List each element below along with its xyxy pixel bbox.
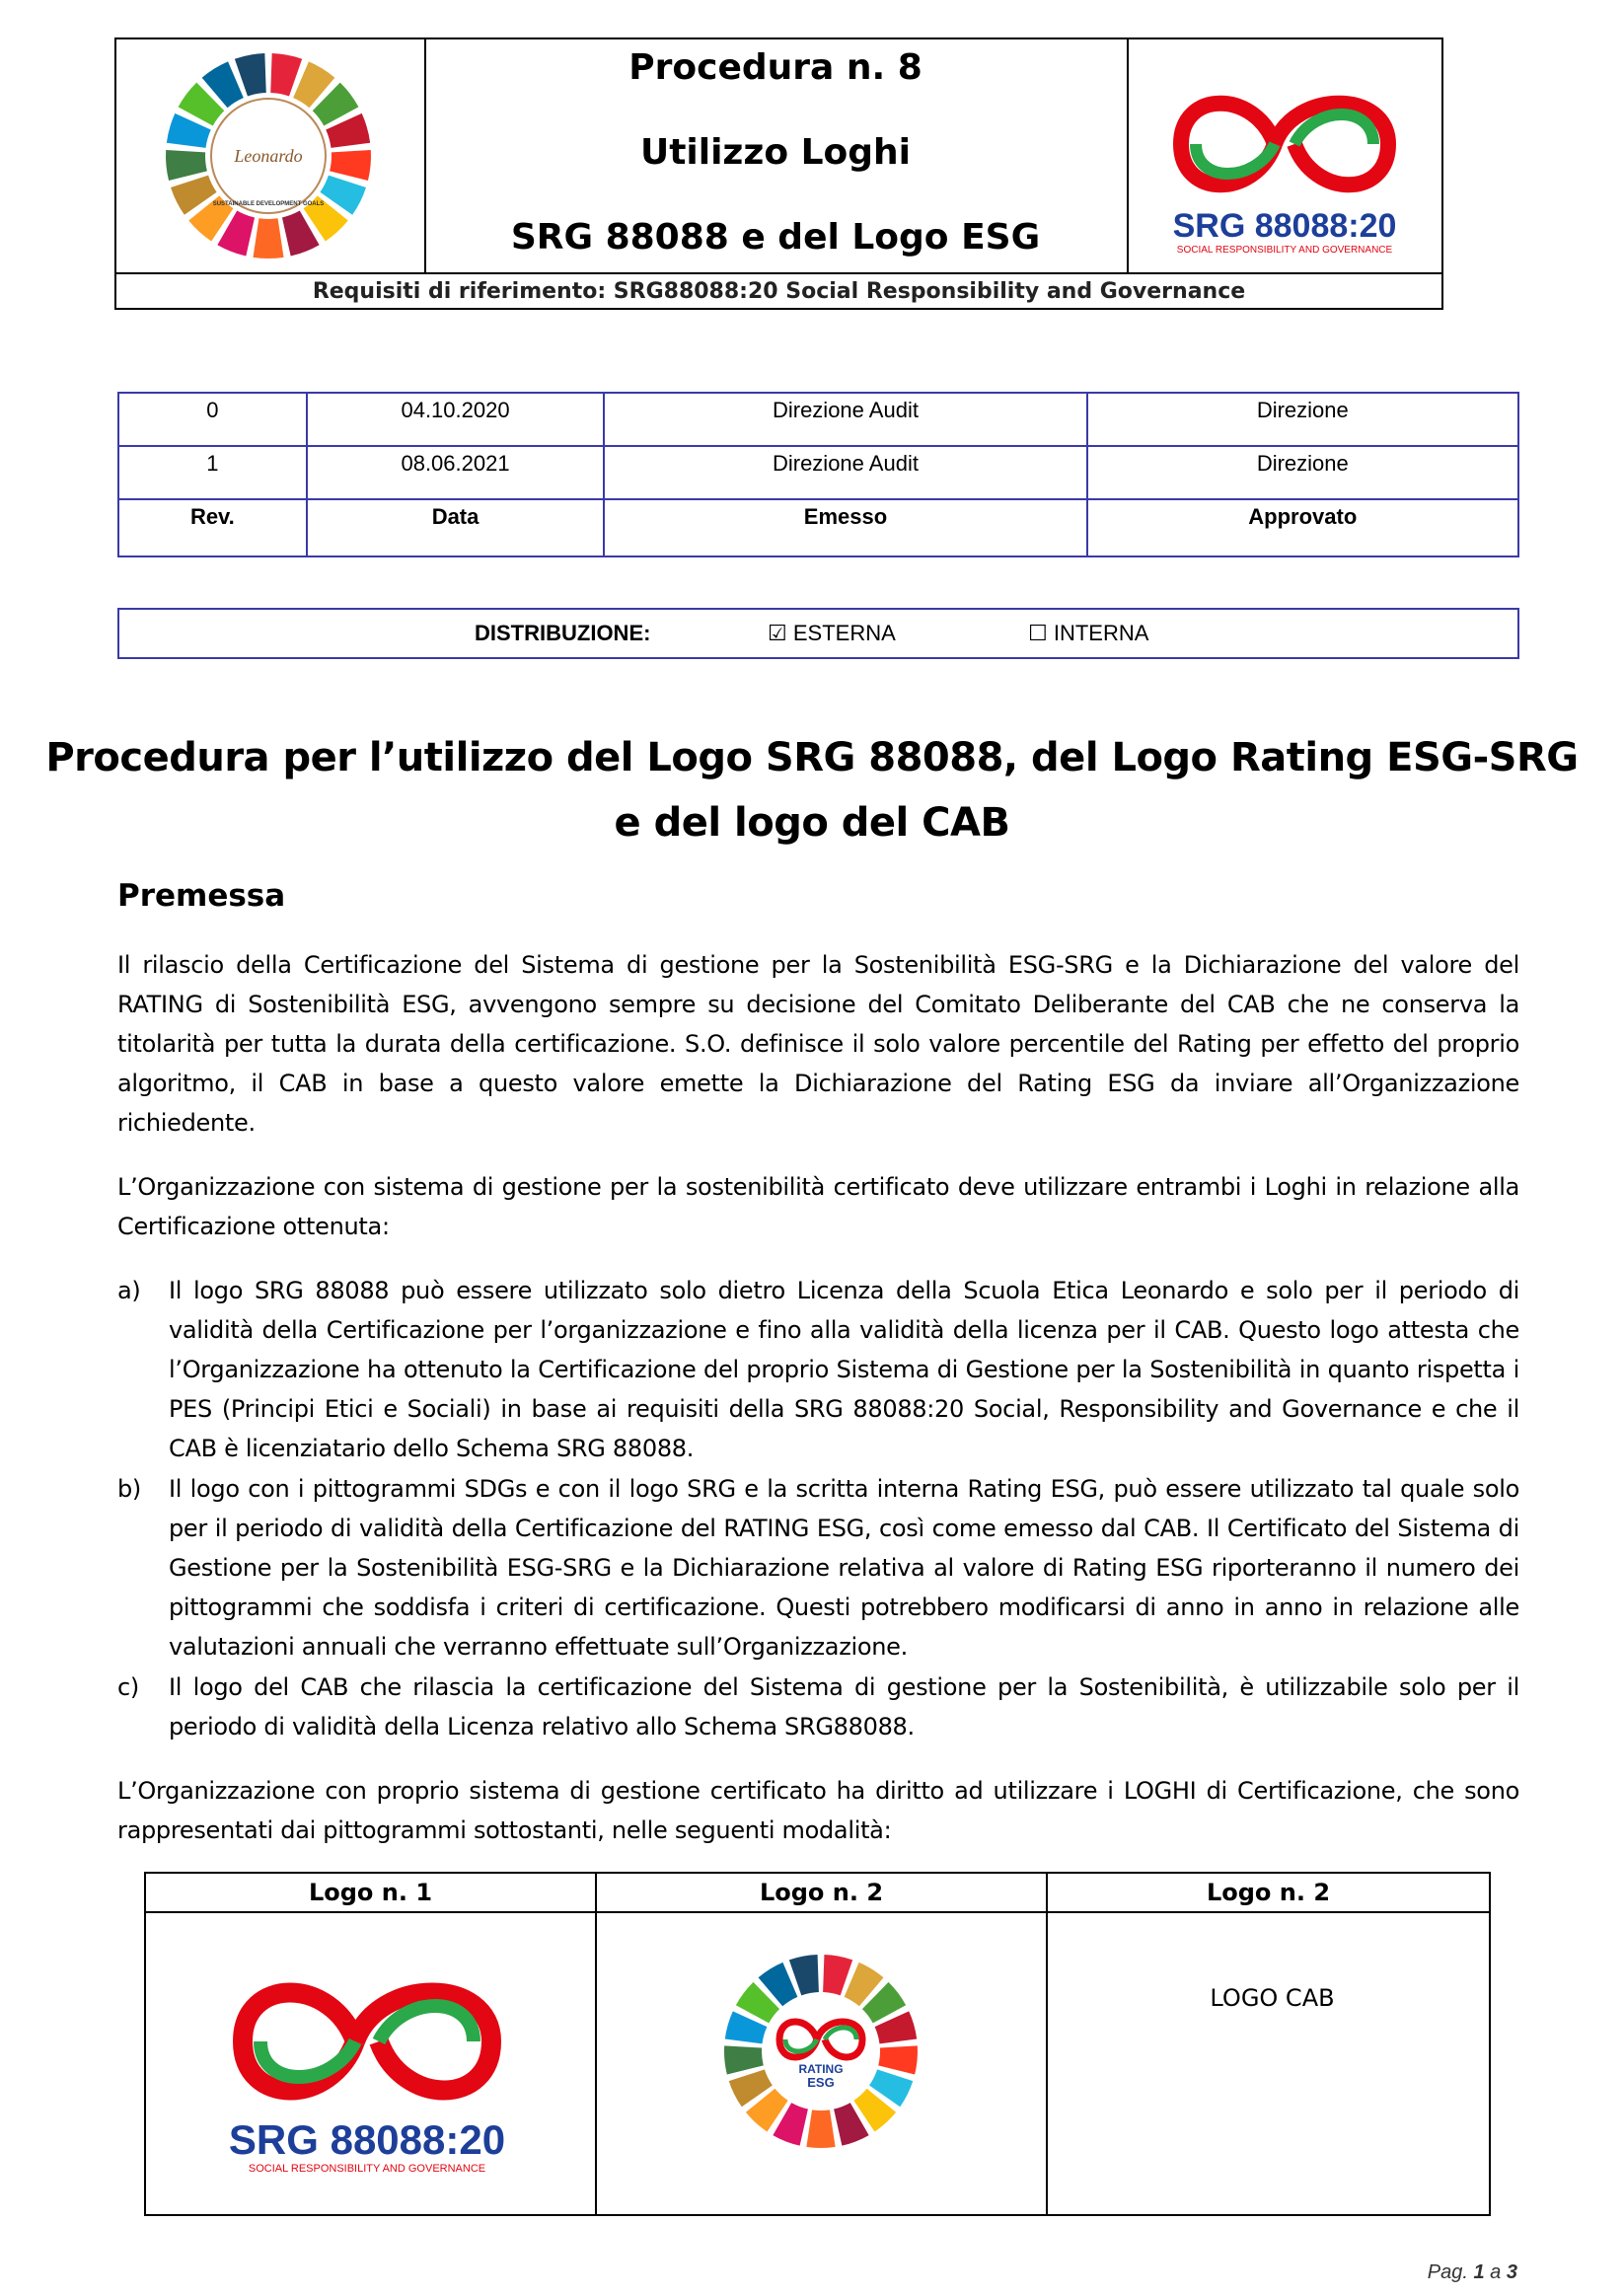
approved-cell: Direzione — [1087, 393, 1518, 446]
total-pages: 3 — [1506, 2261, 1517, 2283]
sdg-logo-text: SUSTAINABLE DEVELOPMENT GOALS — [212, 201, 325, 207]
document-header — [114, 37, 1443, 310]
logo3-header: Logo n. 2 — [1047, 1873, 1490, 1912]
list-item-text: Il logo SRG 88088 può essere utilizzato solo dietro Licenza della Scuola Etica Leonardo e solo per il periodo di validità della Certificazione per l’organizzazione e fino alla validità della licenza per il CAB. Questo logo attesta che l’Organizzazione ha ottenuto la Certificazione del proprio Sistema di Gestione per la Sostenibilità in quanto rispetta i PES (Principi Etici e Sociali) in base ai requisiti della SRG 88088:20 Social, Responsibility and Governance e che il CAB è licenziatario dello Schema SRG 88088. — [169, 1277, 1519, 1462]
header-right-logo-cell — [1127, 39, 1443, 272]
checked-box-icon: ☑ — [768, 621, 787, 645]
srg-logo-name: SRG 88088:20 — [228, 2116, 506, 2163]
srg-logo-name: SRG 88088:20 — [1172, 207, 1397, 245]
rev-cell: 1 — [118, 446, 307, 499]
intro-paragraph: Il rilascio della Certificazione del Sistema di gestione per la Sostenibilità ESG-SRG e la Dichiarazione del valore del RATING di Sostenibilità ESG, avvengono sempre su decisione del Comitato Deliberante del CAB che ne conserva la titolarità per tutta la durata della certificazione. S.O. definisce il solo valore percentile del Rating per effetto del proprio algoritmo, il CAB in base a questo valore emette la Dichiarazione del Rating ESG da inviare all’Organizzazione richiedente. — [117, 951, 1519, 1137]
header-title-cell — [424, 39, 1129, 272]
rating-esg-logo — [597, 1913, 1046, 2209]
page-prefix: Pag. — [1427, 2261, 1474, 2283]
logo1-cell — [145, 1912, 596, 2215]
logo2-header: Logo n. 2 — [596, 1873, 1047, 1912]
sdg-segment — [166, 150, 207, 181]
sdg-segment — [330, 150, 371, 181]
logo1-header: Logo n. 1 — [145, 1873, 596, 1912]
srg-88088-logo-large — [146, 1913, 595, 2209]
date-cell: 04.10.2020 — [307, 393, 605, 446]
header-left-logo-cell — [116, 39, 426, 272]
leonardo-logo-text: Leonardo — [234, 146, 303, 166]
srg-88088-logo — [1127, 39, 1443, 272]
list-item-text: Il logo del CAB che rilascia la certificazione del Sistema di gestione per la Sostenibilità, è utilizzabile solo per il periodo di validità della Licenza relativo allo Schema SRG88088. — [169, 1673, 1519, 1741]
procedure-number: Procedura n. 8 — [628, 47, 923, 88]
reference-requirements: Requisiti di riferimento: SRG88088:20 Social Responsibility and Governance — [116, 272, 1441, 312]
current-page: 1 — [1473, 2261, 1485, 2283]
unchecked-box-icon: ☐ — [1028, 621, 1048, 645]
table-header-row — [145, 1873, 1490, 1912]
list-item-label: a) — [117, 1277, 141, 1304]
section-heading: Premessa — [117, 878, 286, 914]
approved-cell: Direzione — [1087, 446, 1518, 499]
logo2-cell — [596, 1912, 1047, 2215]
internal-label: INTERNA — [1053, 621, 1149, 645]
rev-cell: 0 — [118, 393, 307, 446]
issued-cell: Direzione Audit — [604, 446, 1086, 499]
table-header-row — [118, 499, 1518, 556]
document-title-line2: e del logo del CAB — [614, 800, 1010, 846]
document-title — [0, 725, 1624, 855]
sdg-leonardo-logo — [116, 39, 424, 272]
external-option — [768, 610, 896, 657]
table-row — [145, 1912, 1490, 2215]
procedure-subtitle: SRG 88088 e del Logo ESG — [510, 217, 1041, 258]
revision-table — [117, 392, 1519, 557]
modalities-paragraph: L’Organizzazione con proprio sistema di gestione certificato ha diritto ad utilizzare i LOGHI di Certificazione, che sono rappresentati dai pittogrammi sottostanti, nelle seguenti modalità: — [117, 1777, 1519, 1844]
page-of: a — [1484, 2261, 1507, 2283]
sdg-segment — [878, 2045, 918, 2074]
sdg-segment — [253, 218, 283, 259]
table-row — [118, 393, 1518, 446]
issued-cell: Direzione Audit — [604, 393, 1086, 446]
internal-option — [1028, 610, 1148, 657]
logo3-cell — [1047, 1912, 1490, 2215]
document-title-line1: Procedura per l’utilizzo del Logo SRG 88088, del Logo Rating ESG-SRG — [45, 735, 1579, 780]
logos-table — [144, 1872, 1491, 2216]
srg-logo-subtitle: SOCIAL RESPONSIBILITY AND GOVERNANCE — [248, 2163, 486, 2175]
srg-logo-subtitle: SOCIAL RESPONSIBILITY AND GOVERNANCE — [1176, 245, 1393, 256]
cab-logo-placeholder: LOGO CAB — [1210, 1984, 1335, 2012]
date-header: Data — [307, 499, 605, 556]
page-number — [1428, 2261, 1517, 2284]
procedure-title: Utilizzo Loghi — [639, 132, 912, 173]
rating-text: RATING — [798, 2062, 844, 2076]
logos-paragraph: L’Organizzazione con sistema di gestione per la sostenibilità certificato deve utilizzare entrambi i Loghi in relazione alla Certificazione ottenuta: — [117, 1173, 1519, 1240]
approved-header: Approvato — [1087, 499, 1518, 556]
distribution-box — [117, 608, 1519, 659]
esg-text: ESG — [807, 2075, 835, 2090]
list-item-label: b) — [117, 1475, 141, 1503]
list-item-label: c) — [117, 1673, 139, 1701]
issued-header: Emesso — [604, 499, 1086, 556]
sdg-segment — [806, 2110, 835, 2148]
list-item-text: Il logo con i pittogrammi SDGs e con il logo SRG e la scritta interna Rating ESG, può essere utilizzato tal quale solo per il periodo di validità della Certificazione del RATING ESG, così come emesso dal CAB. Il Certificato del Sistema di Gestione per la Sostenibilità ESG-SRG e la Dichiarazione relativa al valore di Rating ESG riporteranno il numero dei pittogrammi che soddisfa i criteri di certificazione. Questi potrebbero modificarsi di anno in anno in relazione alle valutazioni annuali che verranno effettuate sull’Organizzazione. — [169, 1475, 1519, 1661]
rev-header: Rev. — [118, 499, 307, 556]
sdg-segment — [724, 2045, 764, 2074]
external-label: ESTERNA — [792, 621, 896, 645]
distribution-label: DISTRIBUZIONE: — [475, 621, 651, 645]
date-cell: 08.06.2021 — [307, 446, 605, 499]
table-row — [118, 446, 1518, 499]
